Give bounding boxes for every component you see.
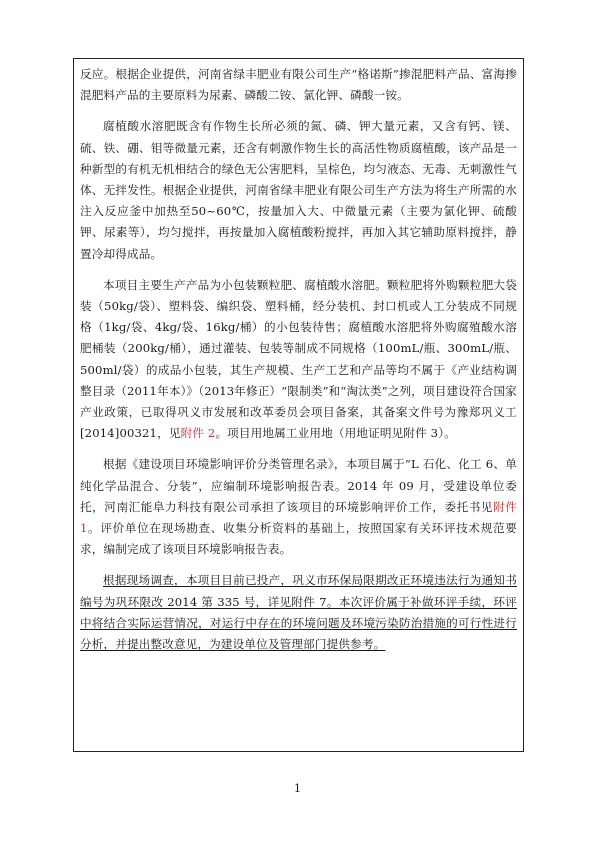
classification-text-before: 根据《建设项目环境影响评价分类管理名录》，本项目属于“L 石化、化工 6、单纯化学品混合、分装”，应编制环境影响报告表。2014 年 09 月，受建设单位委托，河南汇能阜力科技有限公司承担了该项目的环境影响评价工作，委托书见 [80, 457, 517, 514]
attachment-2-link[interactable]: 附件 2 [180, 426, 216, 441]
classification-text-after: 。评价单位在现场勘查、收集分析资料的基础上，按照国家有关环评技术规范要求，编制完成了该项目环境影响报告表。 [80, 521, 517, 557]
paragraph-humic-acid-fertilizer: 腐植酸水溶肥既含有作物生长所必须的氮、磷、钾大量元素，又含有钙、镁、硫、铁、硼、钼等微量元素，还含有刺激作物生长的高活性物质腐植酸，该产品是一种新型的有机无机相结合的绿色无公害肥料，呈棕色，均匀液态、无毒、无刺激性气体、无拌发性。根据企业提供，河南省绿丰肥业有限公司生产方法为将生产所需的水注入反应釜中加热至50~60℃，按量加入大、中微量元素（主要为氯化钾、硫酸钾、尿素等），均匀搅拌，再按量加入腐植酸粉搅拌，再加入其它辅助原料搅拌，静置冷却得成品。 [80, 119, 517, 261]
paragraph-classification [80, 454, 517, 560]
paragraph-raw-materials: 反应。根据企业提供，河南省绿丰肥业有限公司生产“格诺斯”掺混肥料产品、富海掺混肥料产品的主要原料为尿素、磷酸二铵、氯化钾、磷酸一铵。 [80, 67, 517, 103]
attachment-1-link[interactable]: 附件 1 [80, 499, 517, 536]
paragraph-products [80, 275, 517, 445]
products-text-after: 。项目用地属工业用地（用地证明见附件 3）。 [215, 426, 456, 441]
paragraph-site-survey: 根据现场调查，本项目目前已投产，巩义市环保局限期改正环境违法行为通知书编号为巩环限改 2014 第 335 号，详见附件 7。本次评价属于补做环评手续，环评中将结合实际运营情况，对运行中存在的环境问题及环境污染防治措施的可行性进行分析，并提出整改意见，为建设单位及管理部门提供参考。 [80, 573, 517, 652]
content-frame [73, 58, 524, 752]
products-text-before: 本项目主要生产产品为小包装颗粒肥、腐植酸水溶肥。颗粒肥将外购颗粒肥大袋装（50kg/袋）、塑料袋、编织袋、塑料桶，经分装机、封口机或人工分装成不同规格（1kg/袋、4kg/袋、16kg/桶）的小包装待售；腐植酸水溶肥将外购腐殖酸水溶肥桶装（200kg/桶），通过灌装、包装等制成不同规格（100mL/瓶、300mL/瓶、500ml/袋）的成品小包装，其生产规模、生产工艺和产品等均不属于《产业结构调整目录（2011年本）》（2013年修正）“限制类”和“淘汰类”之列，项目建设符合国家产业政策，已取得巩义市发展和改革委员会项目备案，其备案文件号为豫郑巩义工[2014]00321，见 [80, 277, 517, 441]
page-number: 1 [294, 782, 301, 795]
